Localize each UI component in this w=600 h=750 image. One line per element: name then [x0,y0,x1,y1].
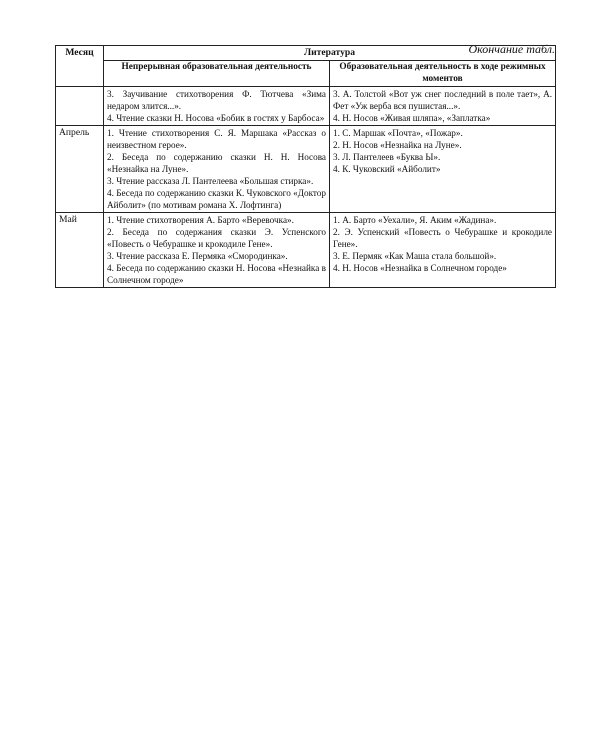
table-row [56,126,556,213]
routine-activity-cell [330,213,556,288]
list-item: 2. Беседа по содержания сказки Э. Успенского «Повесть о Чебурашке и крокодиле Гене». [107,227,326,249]
routine-activity-column-header: Образовательная деятельность в ходе режимных моментов [330,61,556,87]
list-item: 4. Беседа по содержанию сказки К. Чуковского «Доктор Айболит» (по мотивам романа Х. Лофтинга) [107,188,326,210]
direct-activity-cell [104,213,330,288]
month-cell: Апрель [56,126,104,213]
routine-activity-cell [330,126,556,213]
list-item: 4. Чтение сказки Н. Носова «Бобик в гостях у Барбоса» [107,113,325,123]
list-item: 1. Чтение стихотворения А. Барто «Веревочка». [107,215,294,225]
list-item: 1. С. Маршак «Почта», «Пожар». [333,128,463,138]
direct-activity-cell [104,126,330,213]
list-item: 3. А. Толстой «Вот уж снег последний в поле тает», А. Фет «Уж верба вся пушистая...». [333,89,553,111]
table-row [56,87,556,126]
list-item: 4. Н. Носов «Живая шляпа», «Заплатка» [333,113,491,123]
list-item: 4. Н. Носов «Незнайка в Солнечном городе» [333,263,507,273]
list-item: 1. Чтение стихотворения С. Я. Маршака «Рассказ о неизвестном герое». [107,128,326,150]
list-item: 3. Заучивание стихотворения Ф. Тютчева «Зима недаром злится...». [107,89,326,111]
list-item: 2. Беседа по содержанию сказки Н. Н. Носова «Незнайка на Луне». [107,152,326,174]
month-cell [56,87,104,126]
list-item: 3. Е. Пермяк «Как Маша стала большой». [333,251,497,261]
list-item: 3. Чтение рассказа Л. Пантелеева «Большая стирка». [107,176,314,186]
list-item: 3. Л. Пантелеев «Буква Ы». [333,152,441,162]
routine-activity-cell [330,87,556,126]
list-item: 2. Э. Успенский «Повесть о Чебурашке и крокодиле Гене». [333,227,553,249]
list-item: 2. Н. Носов «Незнайка на Луне». [333,140,462,150]
literature-table [55,45,556,288]
table-row [56,213,556,288]
list-item: 3. Чтение рассказа Е. Пермяка «Смородинка». [107,251,288,261]
month-cell: Май [56,213,104,288]
section-header: Литература [104,46,556,61]
list-item: 4. К. Чуковский «Айболит» [333,164,441,174]
list-item: 1. А. Барто «Уехали», Я. Аким «Жадина». [333,215,497,225]
month-column-header: Месяц [56,46,104,87]
table-subheader-row [56,61,556,87]
direct-activity-cell [104,87,330,126]
direct-activity-column-header: Непрерывная образовательная деятельность [104,61,330,87]
table-continuation-note: Окончание табл. [468,42,555,56]
list-item: 4. Беседа по содержанию сказки Н. Носова «Незнайка в Солнечном городе» [107,263,326,285]
table-header-row [56,46,556,61]
